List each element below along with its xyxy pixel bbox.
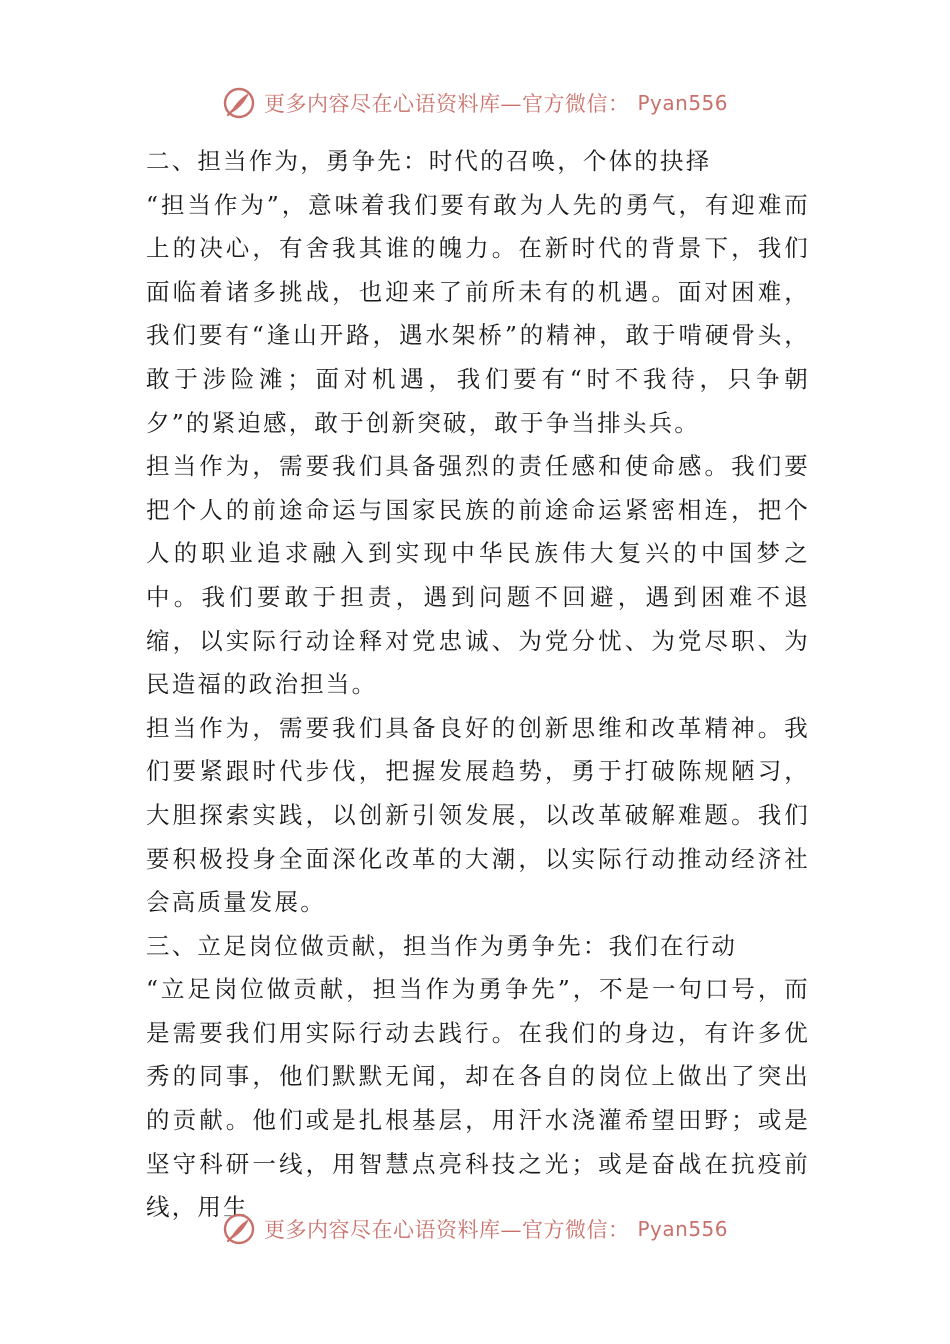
footer-watermark [0,1212,950,1246]
quill-pen-logo-icon [222,1212,256,1246]
section-heading-2: 二、担当作为，勇争先：时代的召唤，个体的抉择 [146,147,712,175]
section-heading-3: 三、立足岗位做贡献，担当作为勇争先：我们在行动 [146,931,738,960]
watermark-text: 更多内容尽在心语资料库—官方微信： [263,1218,630,1242]
paragraph-4: “立足岗位做贡献，担当作为勇争先”，不是一句口号，而是需要我们用实际行动去践行。在我们的身边，有许多优秀的同事，他们默默无闻，却在各自的岗位上做出了突出的贡献。他们或是扎根基层，用汗水浇灌希望田野；或是坚守科研一线，用智慧点亮科技之光；或是奋战在抗疫前线，用生 [146,975,810,1222]
watermark-wechat-id: Pyan556 [637,1217,728,1241]
document-body [146,140,810,1230]
paragraph-1: “担当作为”，意味着我们要有敢为人先的勇气，有迎难而上的决心，有舍我其谁的魄力。在新时代的背景下，我们面临着诸多挑战，也迎来了前所未有的机遇。面对困难，我们要有“逢山开路，遇水架桥”的精神，敢于啃硬骨头，敢于涉险滩；面对机遇，我们要有“时不我待，只争朝夕”的紧迫感，敢于创新突破，敢于争当排头兵。 [146,190,810,437]
header-watermark [0,86,950,120]
watermark-wechat-id: Pyan556 [637,91,728,115]
paragraph-2: 担当作为，需要我们具备强烈的责任感和使命感。我们要把个人的前途命运与国家民族的前途命运紧密相连，把个人的职业追求融入到实现中华民族伟大复兴的中国梦之中。我们要敢于担责，遇到问题不回避，遇到困难不退缩，以实际行动诠释对党忠诚、为党分忧、为党尽职、为民造福的政治担当。 [146,452,810,699]
watermark-text: 更多内容尽在心语资料库—官方微信： [263,92,630,116]
paragraph-3: 担当作为，需要我们具备良好的创新思维和改革精神。我们要紧跟时代步伐，把握发展趋势，勇于打破陈规陋习，大胆探索实践，以创新引领发展，以改革破解难题。我们要积极投身全面深化改革的大潮，以实际行动推动经济社会高质量发展。 [146,713,810,917]
quill-pen-logo-icon [222,86,256,120]
